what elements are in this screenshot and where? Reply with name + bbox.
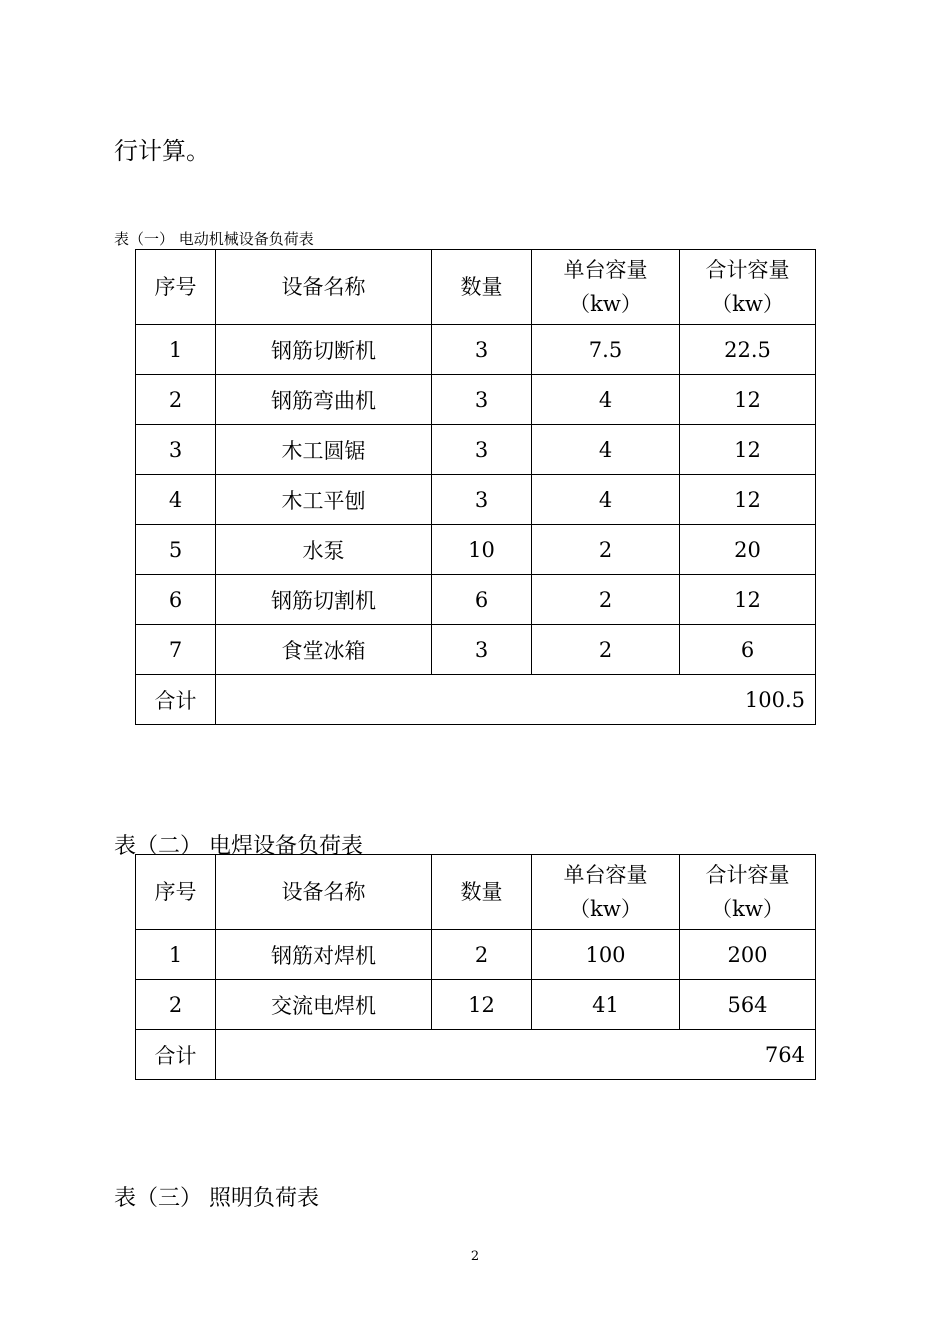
cell-seq: 4 bbox=[136, 475, 216, 525]
cell-unit-capacity: 4 bbox=[532, 425, 680, 475]
cell-qty: 3 bbox=[432, 375, 532, 425]
table3-caption: 表（三） 照明负荷表 bbox=[114, 1186, 319, 1211]
cell-unit-capacity: 2 bbox=[532, 525, 680, 575]
cell-total-capacity: 22.5 bbox=[680, 325, 816, 375]
table-row bbox=[136, 930, 816, 980]
cell-seq: 7 bbox=[136, 625, 216, 675]
total-label: 合计 bbox=[136, 675, 216, 725]
header-unit-capacity bbox=[532, 250, 680, 325]
header-seq: 序号 bbox=[136, 855, 216, 930]
header-total-capacity-unit: （kw） bbox=[711, 897, 784, 921]
cell-name: 钢筋切断机 bbox=[216, 325, 432, 375]
header-unit-capacity-unit: （kw） bbox=[569, 897, 642, 921]
header-qty: 数量 bbox=[432, 855, 532, 930]
cell-total-capacity: 20 bbox=[680, 525, 816, 575]
page-number: 2 bbox=[470, 1249, 480, 1264]
cell-name: 木工平刨 bbox=[216, 475, 432, 525]
header-total-capacity bbox=[680, 855, 816, 930]
cell-seq: 2 bbox=[136, 980, 216, 1030]
cell-name: 食堂冰箱 bbox=[216, 625, 432, 675]
cell-name: 钢筋对焊机 bbox=[216, 930, 432, 980]
cell-name: 钢筋切割机 bbox=[216, 575, 432, 625]
table-row bbox=[136, 625, 816, 675]
cell-unit-capacity: 7.5 bbox=[532, 325, 680, 375]
cell-seq: 1 bbox=[136, 325, 216, 375]
header-unit-capacity bbox=[532, 855, 680, 930]
cell-unit-capacity: 100 bbox=[532, 930, 680, 980]
cell-name: 钢筋弯曲机 bbox=[216, 375, 432, 425]
cell-total-capacity: 12 bbox=[680, 375, 816, 425]
cell-unit-capacity: 2 bbox=[532, 625, 680, 675]
table2-total-row bbox=[136, 1030, 816, 1080]
table-row bbox=[136, 375, 816, 425]
header-total-capacity-label: 合计容量 bbox=[705, 258, 790, 282]
cell-total-capacity: 12 bbox=[680, 425, 816, 475]
cell-seq: 5 bbox=[136, 525, 216, 575]
cell-total-capacity: 200 bbox=[680, 930, 816, 980]
table-row bbox=[136, 980, 816, 1030]
table2-header-row bbox=[136, 855, 816, 930]
cell-total-capacity: 12 bbox=[680, 575, 816, 625]
header-unit-capacity-label: 单台容量 bbox=[563, 863, 648, 887]
cell-total-capacity: 564 bbox=[680, 980, 816, 1030]
cell-name: 木工圆锯 bbox=[216, 425, 432, 475]
table-row bbox=[136, 525, 816, 575]
header-qty: 数量 bbox=[432, 250, 532, 325]
header-unit-capacity-label: 单台容量 bbox=[563, 258, 648, 282]
table1-caption: 表（一） 电动机械设备负荷表 bbox=[114, 230, 314, 248]
cell-seq: 2 bbox=[136, 375, 216, 425]
cell-unit-capacity: 4 bbox=[532, 375, 680, 425]
cell-qty: 2 bbox=[432, 930, 532, 980]
header-total-capacity-unit: （kw） bbox=[711, 292, 784, 316]
cell-seq: 3 bbox=[136, 425, 216, 475]
cell-qty: 12 bbox=[432, 980, 532, 1030]
cell-qty: 3 bbox=[432, 325, 532, 375]
cell-total-capacity: 12 bbox=[680, 475, 816, 525]
motor-equipment-load-table bbox=[135, 249, 816, 725]
table-row bbox=[136, 425, 816, 475]
cell-qty: 3 bbox=[432, 425, 532, 475]
header-unit-capacity-unit: （kw） bbox=[569, 292, 642, 316]
header-seq: 序号 bbox=[136, 250, 216, 325]
cell-qty: 3 bbox=[432, 475, 532, 525]
cell-unit-capacity: 4 bbox=[532, 475, 680, 525]
table-row bbox=[136, 575, 816, 625]
cell-qty: 10 bbox=[432, 525, 532, 575]
table1-total-row bbox=[136, 675, 816, 725]
cell-qty: 3 bbox=[432, 625, 532, 675]
cell-seq: 1 bbox=[136, 930, 216, 980]
header-name: 设备名称 bbox=[216, 855, 432, 930]
cell-unit-capacity: 2 bbox=[532, 575, 680, 625]
table1-header-row bbox=[136, 250, 816, 325]
total-label: 合计 bbox=[136, 1030, 216, 1080]
intro-text: 行计算。 bbox=[114, 137, 210, 165]
table-row bbox=[136, 325, 816, 375]
cell-unit-capacity: 41 bbox=[532, 980, 680, 1030]
header-total-capacity bbox=[680, 250, 816, 325]
total-value: 100.5 bbox=[216, 675, 816, 725]
cell-name: 水泵 bbox=[216, 525, 432, 575]
header-total-capacity-label: 合计容量 bbox=[705, 863, 790, 887]
table2-caption: 表（二） 电焊设备负荷表 bbox=[114, 834, 363, 859]
cell-seq: 6 bbox=[136, 575, 216, 625]
table-row bbox=[136, 475, 816, 525]
total-value: 764 bbox=[216, 1030, 816, 1080]
cell-name: 交流电焊机 bbox=[216, 980, 432, 1030]
cell-total-capacity: 6 bbox=[680, 625, 816, 675]
header-name: 设备名称 bbox=[216, 250, 432, 325]
welding-equipment-load-table bbox=[135, 854, 816, 1080]
cell-qty: 6 bbox=[432, 575, 532, 625]
